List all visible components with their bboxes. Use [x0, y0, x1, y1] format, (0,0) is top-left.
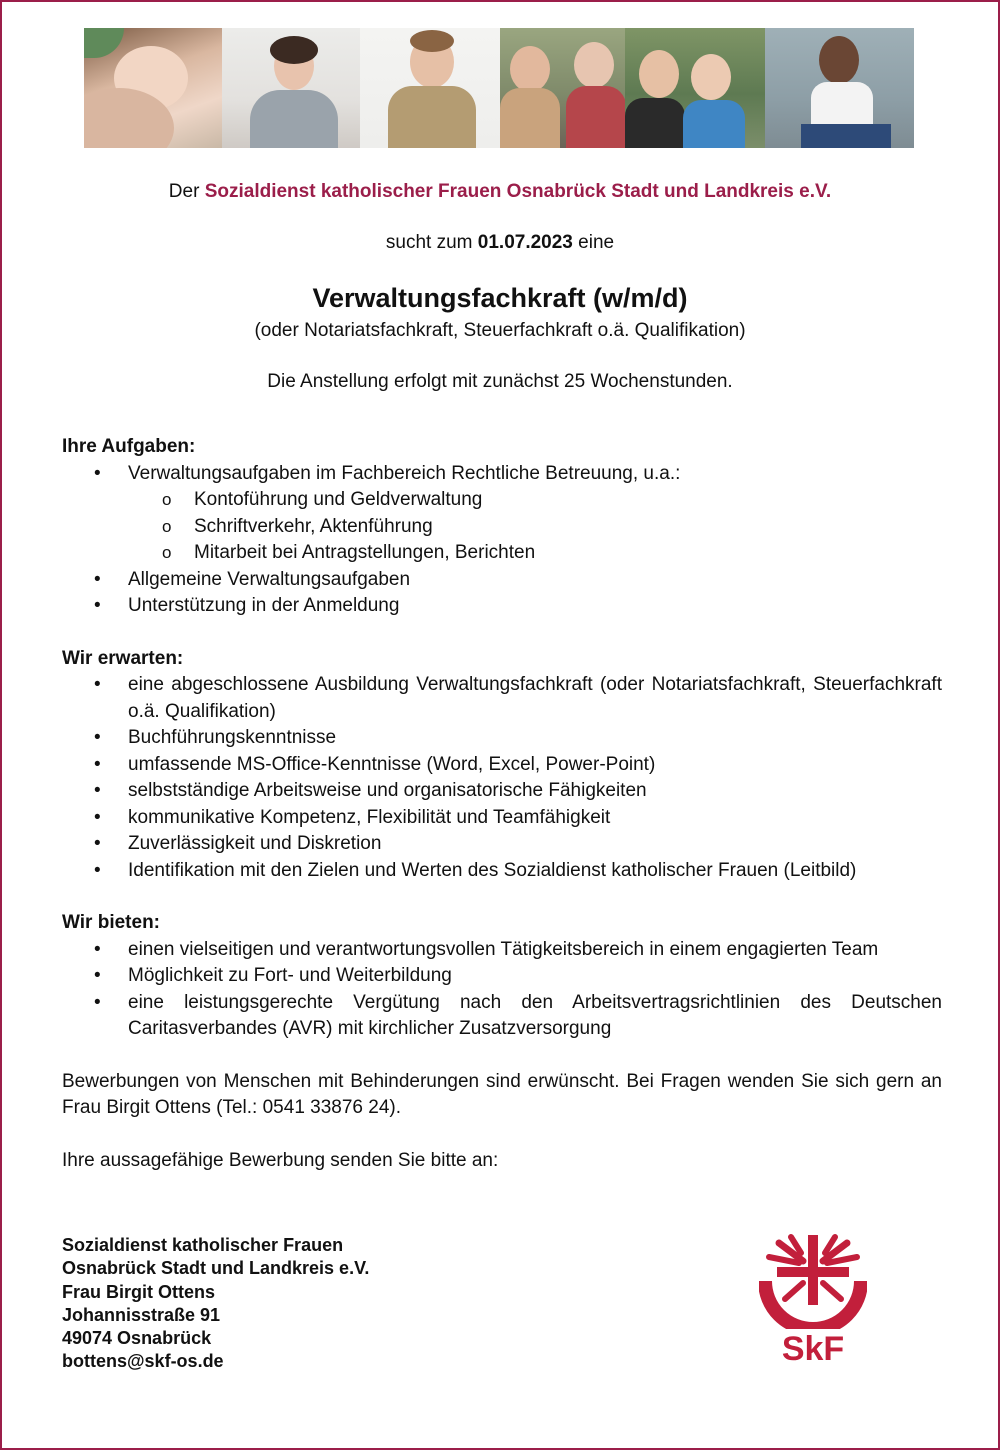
photo-woman-glasses	[222, 28, 360, 148]
photo-boy	[360, 28, 500, 148]
list-item: o Kontoführung und Geldverwaltung	[128, 487, 942, 514]
address-street: Johannisstraße 91	[62, 1304, 221, 1325]
send-to-line: Ihre aussagefähige Bewerbung senden Sie bitte an:	[62, 1149, 499, 1171]
list-item	[62, 461, 942, 567]
start-date: 01.07.2023	[477, 232, 573, 253]
job-subtitle: (oder Notariatsfachkraft, Steuerfachkraft o.ä. Qualifikation)	[254, 320, 746, 341]
list-item: • eine abgeschlossene Ausbildung Verwaltungsfachkraft (oder Notariatsfachkraft, Steuerfachkraft o.ä. Qualifikation)	[62, 672, 942, 725]
contact-address	[62, 1234, 369, 1374]
expect-list	[62, 672, 942, 884]
list-item: • Buchführungskenntnisse	[62, 725, 942, 752]
intro-prefix: Der	[168, 181, 200, 202]
list-item: • Zuverlässigkeit und Diskretion	[62, 831, 942, 858]
skf-logo-icon	[759, 1233, 867, 1329]
list-item: • kommunikative Kompetenz, Flexibilität und Teamfähigkeit	[62, 805, 942, 832]
offer-heading: Wir bieten:	[62, 912, 160, 933]
list-item: • einen vielseitigen und verantwortungsvollen Tätigkeitsbereich in einem engagierten Team	[62, 937, 942, 964]
list-item: • eine leistungsgerechte Vergütung nach den Arbeitsvertragsrichtlinien des Deutschen Caritasverbandes (AVR) mit kirchlicher Zusatzversorgung	[62, 990, 942, 1043]
list-item: • umfassende MS-Office-Kenntnisse (Word, Excel, Power-Point)	[62, 752, 942, 779]
date-prefix: sucht zum	[385, 232, 473, 253]
list-item: • Möglichkeit zu Fort- und Weiterbildung	[62, 963, 942, 990]
intro-line	[2, 180, 998, 204]
photo-two-women	[500, 28, 625, 148]
photo-teenagers	[625, 28, 765, 148]
address-city: 49074 Osnabrück	[62, 1328, 212, 1349]
date-suffix: eine	[578, 232, 615, 253]
photo-baby	[84, 28, 222, 148]
main-content	[62, 434, 942, 1174]
tasks-list	[62, 461, 942, 620]
org-name: Sozialdienst katholischer Frauen Osnabrück Stadt und Landkreis e.V.	[204, 181, 832, 202]
working-hours: Die Anstellung erfolgt mit zunächst 25 Wochenstunden.	[267, 371, 733, 392]
photo-strip	[84, 28, 914, 148]
logo-text: SkF	[781, 1330, 845, 1368]
start-date-line	[2, 231, 998, 255]
tasks-sublist	[128, 487, 942, 567]
list-item: o Schriftverkehr, Aktenführung	[128, 514, 942, 541]
task-text: Verwaltungsaufgaben im Fachbereich Rechtliche Betreuung, u.a.:	[128, 462, 681, 484]
contact-person: Frau Birgit Ottens	[62, 1281, 216, 1302]
disability-note: Bewerbungen von Menschen mit Behinderungen sind erwünscht. Bei Fragen wenden Sie sich gern an Frau Birgit Ottens (Tel.: 0541 33876 24).	[62, 1070, 942, 1118]
contact-email[interactable]: bottens@skf-os.de	[62, 1351, 224, 1372]
list-item: • Allgemeine Verwaltungsaufgaben	[62, 567, 942, 594]
expect-heading: Wir erwarten:	[62, 647, 184, 669]
tasks-heading: Ihre Aufgaben:	[62, 436, 196, 457]
address-line: Sozialdienst katholischer Frauen	[62, 1235, 344, 1255]
offer-list	[62, 937, 942, 1043]
list-item: • Identifikation mit den Zielen und Werten des Sozialdienst katholischer Frauen (Leitbild)	[62, 858, 942, 885]
photo-young-man	[765, 28, 914, 148]
list-item: • selbstständige Arbeitsweise und organisatorische Fähigkeiten	[62, 778, 942, 805]
skf-logo	[759, 1233, 867, 1370]
list-item: • Unterstützung in der Anmeldung	[62, 593, 942, 620]
job-title: Verwaltungsfachkraft (w/m/d)	[312, 283, 688, 313]
list-item: o Mitarbeit bei Antragstellungen, Berichten	[128, 540, 942, 567]
address-line: Osnabrück Stadt und Landkreis e.V.	[62, 1258, 370, 1279]
